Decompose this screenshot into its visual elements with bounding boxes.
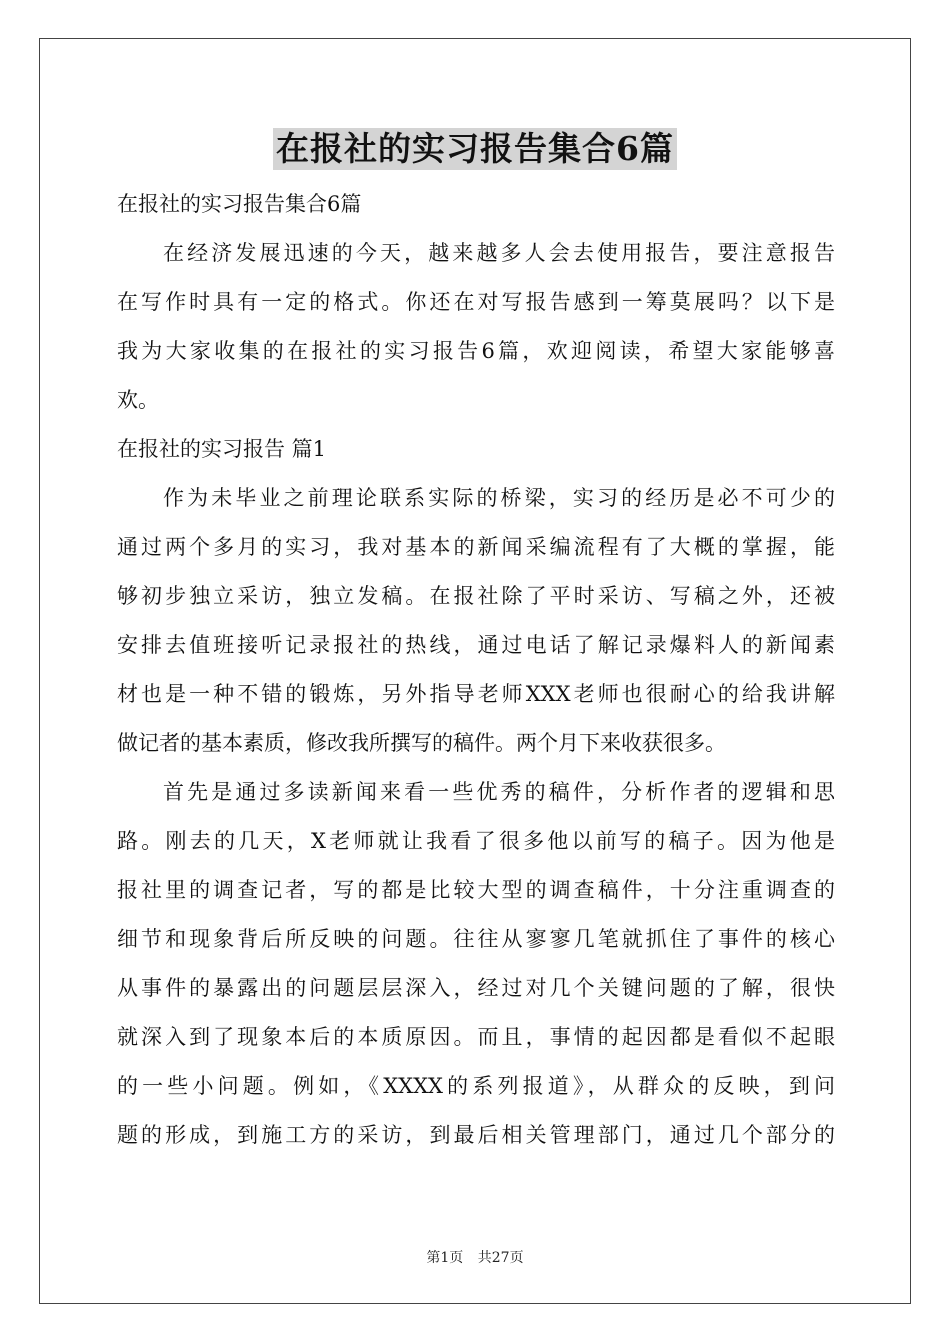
paragraph-line: 作为未毕业之前理论联系实际的桥梁，实习的经历是必不可少的 <box>163 486 835 510</box>
page-footer <box>0 1247 950 1267</box>
paragraph-line: 细节和现象背后所反映的问题。往往从寥寥几笔就抓住了事件的核心 <box>117 927 835 951</box>
paragraph-1 <box>117 474 835 768</box>
paragraph-line: 安排去值班接听记录报社的热线，通过电话了解记录爆料人的新闻素 <box>117 633 835 657</box>
page-number: 第1页 <box>426 1250 464 1266</box>
section-heading: 在报社的实习报告 篇1 <box>117 437 327 461</box>
paragraph-line: 就深入到了现象本后的本质原因。而且，事情的起因都是看似不起眼 <box>117 1025 835 1049</box>
paragraph-line: 的一些小问题。例如，《XXXX的系列报道》，从群众的反映，到问 <box>117 1074 835 1098</box>
document-subtitle: 在报社的实习报告集合6篇 <box>117 192 362 216</box>
paragraph-line: 通过两个多月的实习，我对基本的新闻采编流程有了大概的掌握，能 <box>117 535 835 559</box>
paragraph-line: 路。刚去的几天，X老师就让我看了很多他以前写的稿子。因为他是 <box>117 829 835 853</box>
paragraph-line: 题的形成，到施工方的采访，到最后相关管理部门，通过几个部分的 <box>117 1123 835 1147</box>
paragraph-line: 做记者的基本素质，修改我所撰写的稿件。两个月下来收获很多。 <box>117 731 726 755</box>
paragraph-line: 报社里的调查记者，写的都是比较大型的调查稿件，十分注重调查的 <box>117 878 835 902</box>
intro-line: 在经济发展迅速的今天，越来越多人会去使用报告，要注意报告 <box>163 241 835 265</box>
intro-line: 欢。 <box>117 388 159 412</box>
intro-paragraph <box>117 229 835 425</box>
paragraph-line: 首先是通过多读新闻来看一些优秀的稿件，分析作者的逻辑和思 <box>163 780 835 804</box>
intro-line: 我为大家收集的在报社的实习报告6篇，欢迎阅读，希望大家能够喜 <box>117 339 835 363</box>
title-container <box>0 128 950 170</box>
paragraph-line: 从事件的暴露出的问题层层深入，经过对几个关键问题的了解，很快 <box>117 976 835 1000</box>
paragraph-line: 够初步独立采访，独立发稿。在报社除了平时采访、写稿之外，还被 <box>117 584 835 608</box>
intro-line: 在写作时具有一定的格式。你还在对写报告感到一筹莫展吗？以下是 <box>117 290 835 314</box>
document-title: 在报社的实习报告集合6篇 <box>273 128 677 170</box>
page-total: 共27页 <box>477 1250 524 1266</box>
document-body <box>117 180 835 1160</box>
paragraph-2 <box>117 768 835 1160</box>
paragraph-line: 材也是一种不错的锻炼，另外指导老师XXX老师也很耐心的给我讲解 <box>117 682 835 706</box>
